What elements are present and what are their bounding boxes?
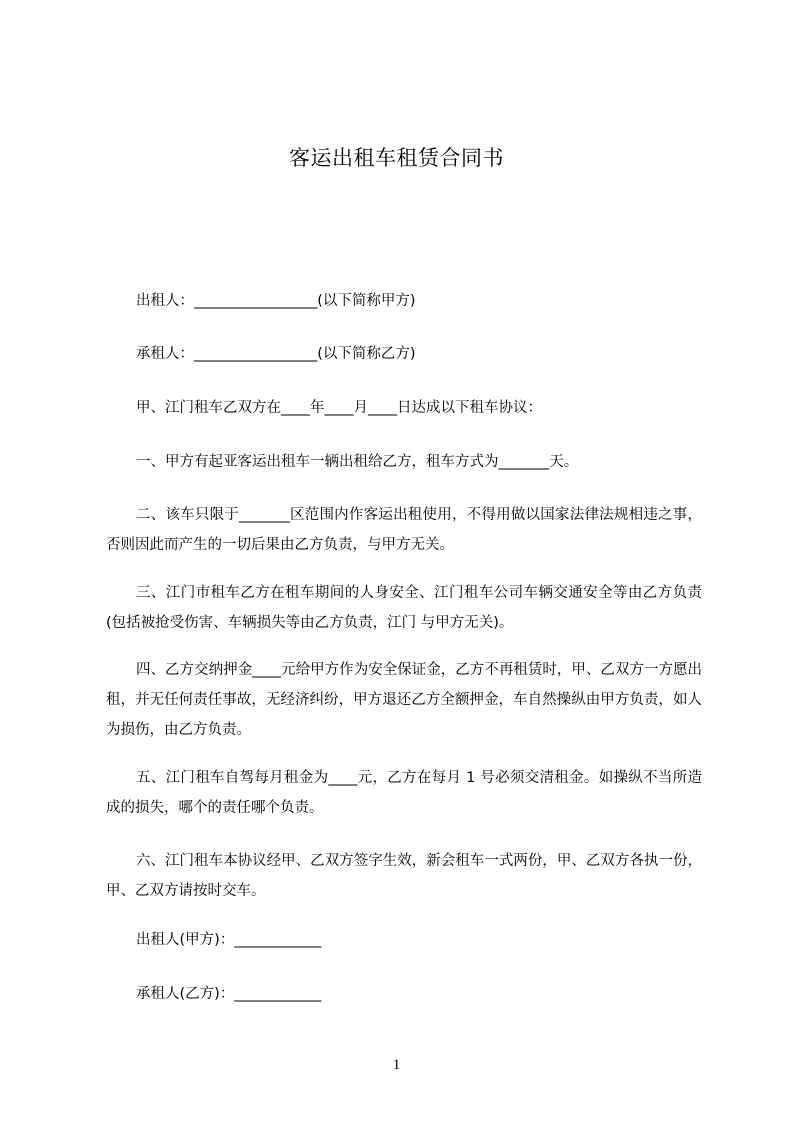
- clause-1: 一、甲方有起亚客运出租车一辆出租给乙方，租车方式为_______天。: [136, 454, 579, 470]
- clause-5: 五、江门租车自驾每月租金为____元，乙方在每月 1 号必须交清租金。如操纵不当所造成的损失，哪个的责任哪个负责。: [106, 770, 702, 816]
- document-title: 客运出租车租赁合同书: [289, 146, 504, 170]
- agreement-intro: 甲、江门租车乙双方在____年____月____日达成以下租车协议：: [136, 400, 542, 416]
- clause-3: 三、江门市租车乙方在租车期间的人身安全、江门租车公司车辆交通安全等由乙方负责(包括被抢受伤害、车辆损失等由乙方负责，江门 与甲方无关)。: [106, 585, 702, 631]
- page-number: 1: [392, 1057, 401, 1073]
- lessee-line: 承租人：_________________(以下简称乙方): [136, 346, 416, 362]
- signature-lessor: 出租人(甲方)：____________: [136, 932, 322, 948]
- signature-lessee: 承租人(乙方)：____________: [136, 986, 322, 1002]
- clause-2: 二、该车只限于_______区范围内作客运出租使用，不得用做以国家法律法规相违之事，否则因此而产生的一切后果由乙方负责，与甲方无关。: [106, 507, 702, 553]
- clause-6: 六、江门租车本协议经甲、乙双方签字生效，新会租车一式两份，甲、乙双方各执一份，甲、乙双方请按时交车。: [106, 853, 702, 899]
- lessor-line: 出租人：_________________(以下简称甲方): [136, 293, 416, 309]
- clause-4: 四、乙方交纳押金____元给甲方作为安全保证金，乙方不再租赁时，甲、乙双方一方愿出租，并无任何责任事故，无经济纠纷，甲方退还乙方全额押金，车自然操纵由甲方负责，如人为损伤，由乙方负责。: [106, 662, 702, 738]
